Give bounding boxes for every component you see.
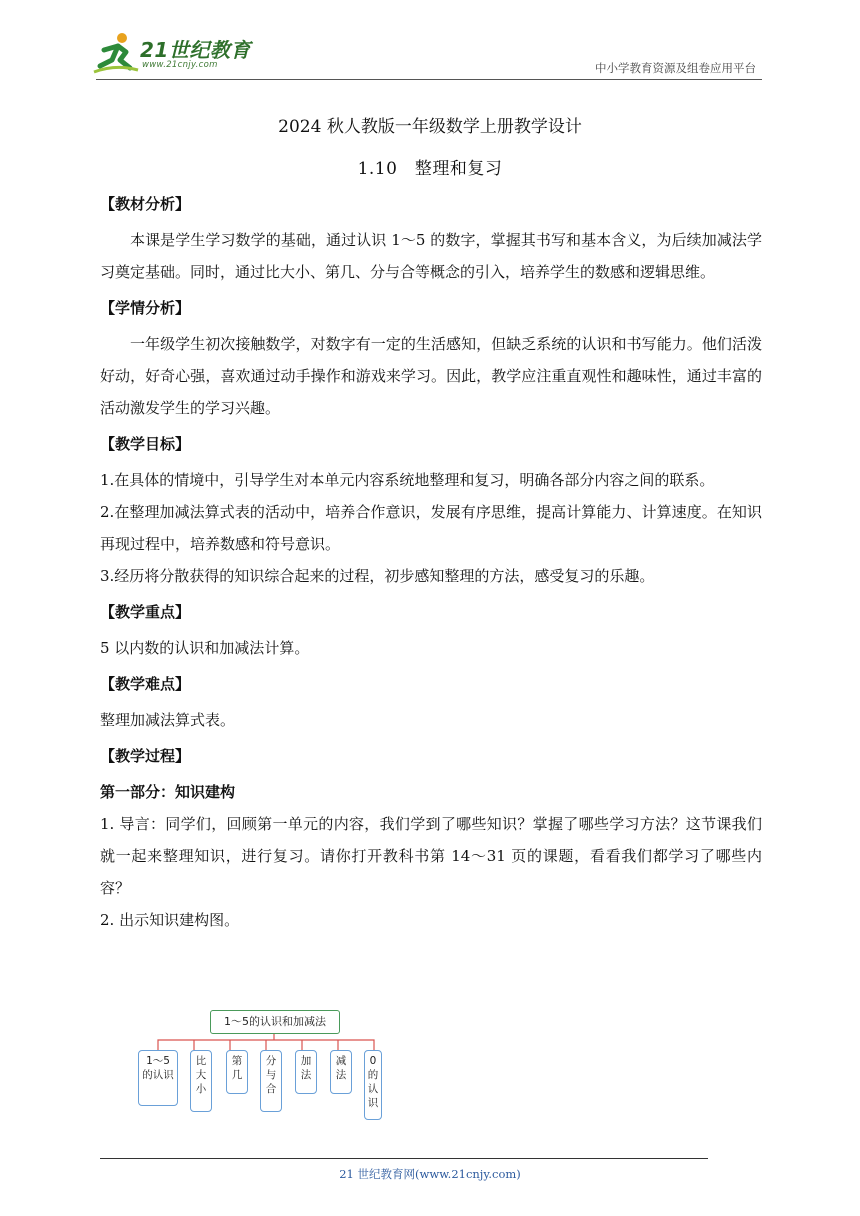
part-one-heading: 第一部分：知识建构 [100,783,236,801]
diagram-node-subtraction: 减法 [330,1050,352,1094]
platform-name: 中小学教育资源及组卷应用平台 [595,61,756,75]
diagram-node-compose: 分与合 [260,1050,282,1112]
diagram-node-ordinal: 第几 [226,1050,248,1094]
document-body [100,192,762,944]
goal-item-3: 3.经历将分散获得的知识综合起来的过程，初步感知整理的方法，感受复习的乐趣。 [100,567,655,585]
page-header [92,30,760,80]
diagram-node-zero: 0的认识 [364,1050,382,1120]
textbook-analysis-text: 本课是学生学习数学的基础，通过认识 1～5 的数字，掌握其书写和基本含义，为后续加减法学习奠定基础。同时，通过比大小、第几、分与合等概念的引入，培养学生的数感和逻辑思维。 [100,231,762,281]
diagram-node-addition: 加法 [295,1050,317,1094]
step-1-text: 1. 导言：同学们，回顾第一单元的内容，我们学到了哪些知识？掌握了哪些学习方法？这节课我们就一起来整理知识，进行复习。请你打开教科书第 14～31 页的课题，看看我们都学习了哪些内容？ [100,815,762,897]
goal-item-1: 1.在具体的情境中，引导学生对本单元内容系统地整理和复习，明确各部分内容之间的联系。 [100,471,715,489]
goal-item-2: 2.在整理加减法算式表的活动中，培养合作意识，发展有序思维，提高计算能力、计算速度。在知识再现过程中，培养数感和符号意识。 [100,503,762,553]
logo-text: 21世纪教育 [140,38,251,62]
logo [92,30,262,78]
section-heading-teaching-process: 【教学过程】 [100,747,191,765]
section-heading-difficulties: 【教学难点】 [100,675,191,693]
section-heading-student-analysis: 【学情分析】 [100,299,191,317]
footer-divider [100,1158,708,1159]
logo-url: www.21cnjy.com [142,60,218,70]
knowledge-structure-diagram [138,1010,388,1122]
diagram-root-node: 1～5的认识和加减法 [210,1010,340,1034]
lesson-title: 1.10 整理和复习 [357,159,503,179]
document-title: 2024 秋人教版一年级数学上册教学设计 [278,117,582,137]
step-2-text: 2. 出示知识建构图。 [100,911,240,929]
key-points-text: 5 以内数的认识和加减法计算。 [100,639,310,657]
runner-logo-icon [92,30,140,76]
diagram-node-compare: 比大小 [190,1050,212,1112]
header-divider [96,79,762,80]
section-heading-key-points: 【教学重点】 [100,603,191,621]
section-heading-teaching-goals: 【教学目标】 [100,435,191,453]
student-analysis-text: 一年级学生初次接触数学，对数字有一定的生活感知，但缺乏系统的认识和书写能力。他们活泼好动，好奇心强，喜欢通过动手操作和游戏来学习。因此，教学应注重直观性和趣味性，通过丰富的活动激发学生的学习兴趣。 [100,335,762,417]
section-heading-textbook-analysis: 【教材分析】 [100,195,191,213]
diagram-node-recognize: 1～5的认识 [138,1050,178,1106]
difficulties-text: 整理加减法算式表。 [100,711,236,729]
page-footer: 21 世纪教育网(www.21cnjy.com) [339,1167,521,1181]
